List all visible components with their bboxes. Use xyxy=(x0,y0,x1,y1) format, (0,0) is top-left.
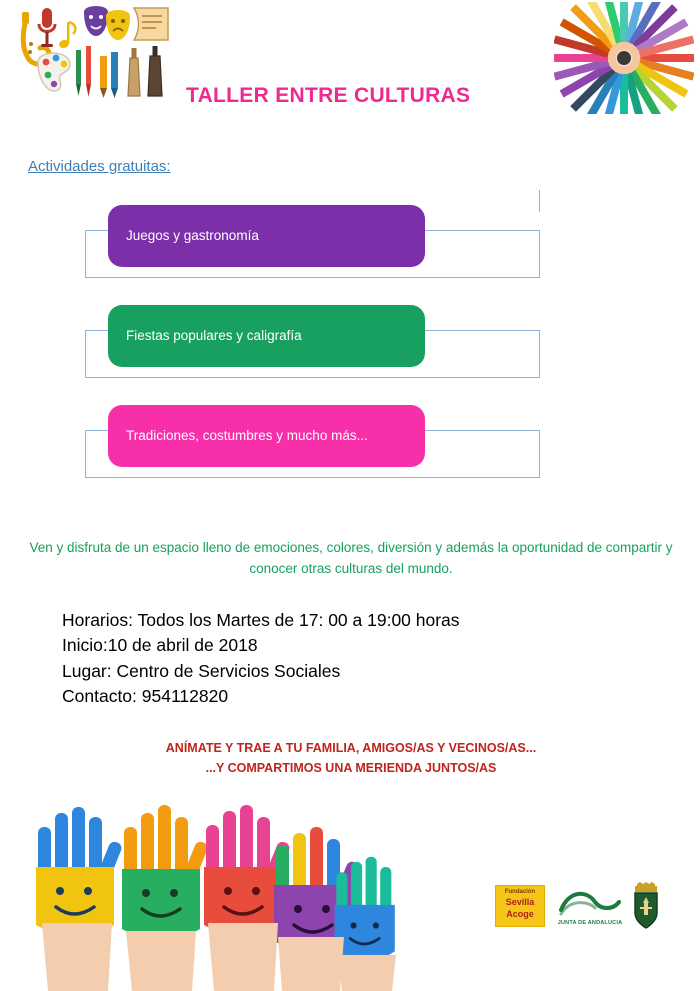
activity-label-3: Tradiciones, costumbres y mucho más... xyxy=(126,427,368,443)
colored-pencils-circle-photo xyxy=(554,2,694,114)
arts-and-crafts-collage-icon xyxy=(8,0,178,105)
fundacion-sevilla-acoge-logo xyxy=(495,885,545,927)
activity-label-1: Juegos y gastronomía xyxy=(126,227,259,243)
logo-line-3: Acoge xyxy=(506,909,534,920)
page-title: TALLER ENTRE CULTURAS xyxy=(186,84,471,107)
activities-diagram xyxy=(0,190,700,500)
activity-item-1 xyxy=(108,205,425,267)
callout-message xyxy=(26,738,676,778)
activity-item-2 xyxy=(108,305,425,367)
free-activities-subtitle: Actividades gratuitas: xyxy=(28,158,171,175)
detail-start-date: Inicio:10 de abril de 2018 xyxy=(62,635,258,656)
junta-logo-caption: JUNTA DE ANDALUCIA xyxy=(557,920,623,926)
painted-hands-photo xyxy=(26,795,406,991)
event-details-list xyxy=(62,608,460,710)
detail-location: Lugar: Centro de Servicios Sociales xyxy=(62,660,341,681)
connector-line xyxy=(539,190,540,212)
callout-line-2: ...Y COMPARTIMOS UNA MERIENDA JUNTOS/AS xyxy=(205,761,497,775)
detail-contact: Contacto: 954112820 xyxy=(62,686,229,707)
sponsor-logos xyxy=(495,878,665,940)
logo-line-2: Sevilla xyxy=(505,897,535,907)
detail-schedule: Horarios: Todos los Martes de 17: 00 a 19:00 horas xyxy=(62,610,460,630)
intro-paragraph: Ven y disfruta de un espacio lleno de emociones, colores, diversión y además la oportunidad de compartir y conocer otras culturas del mundo. xyxy=(29,540,673,576)
logo-line-1: Fundación xyxy=(504,889,536,895)
activity-item-3 xyxy=(108,405,425,467)
callout-line-1: ANÍMATE Y TRAE A TU FAMILIA, AMIGOS/AS Y VECINOS/AS... xyxy=(165,741,537,755)
activity-label-2: Fiestas populares y caligrafía xyxy=(126,327,302,343)
poster-header xyxy=(0,0,700,130)
city-coat-of-arms-logo xyxy=(631,882,661,930)
junta-de-andalucia-logo xyxy=(557,888,623,926)
